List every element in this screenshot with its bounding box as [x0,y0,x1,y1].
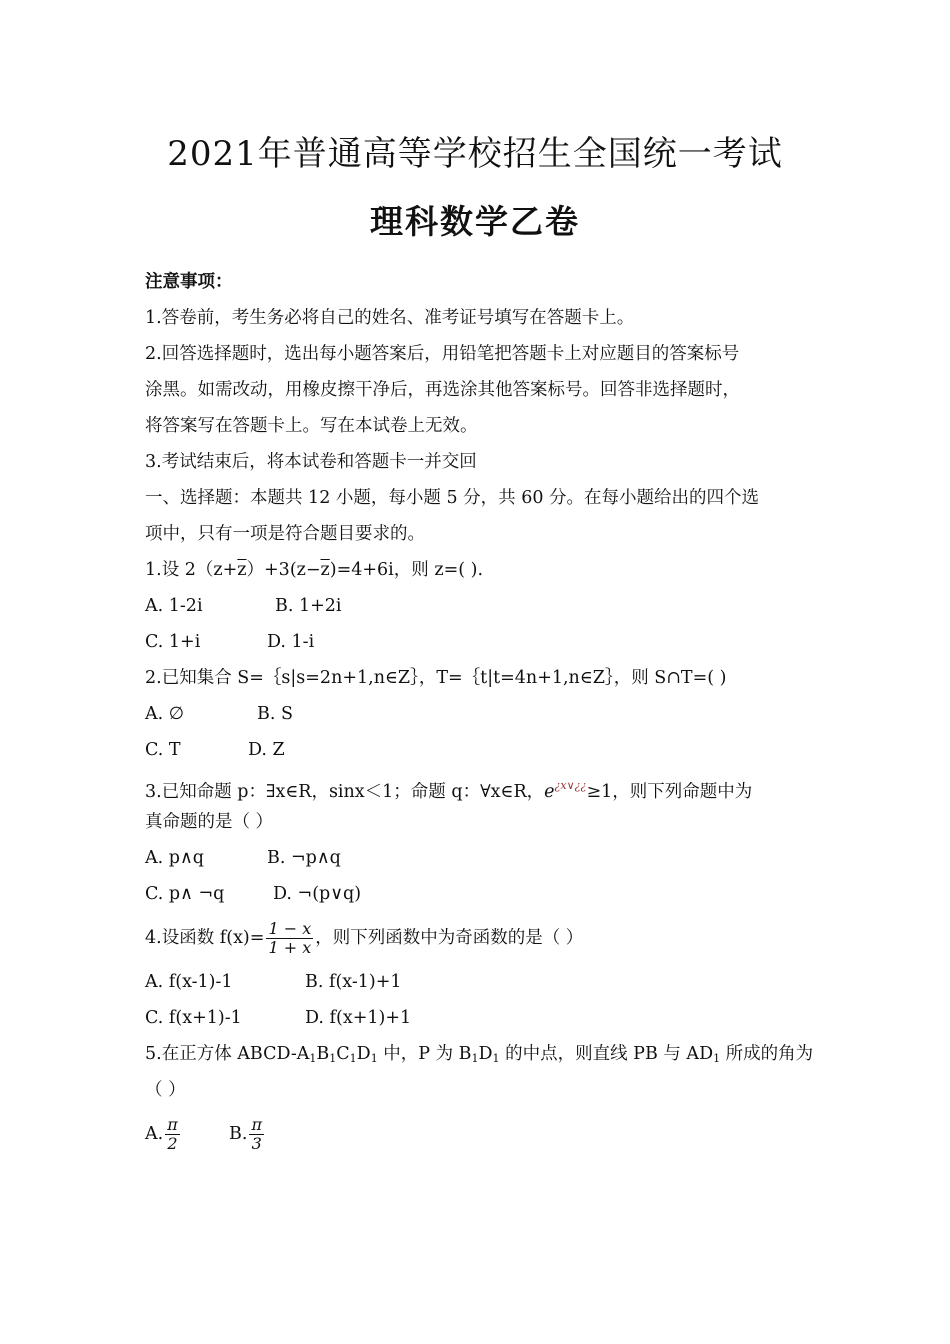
question-2-option-d: D. Z [248,740,285,760]
question-2-stem: 2.已知集合 S=｛s|s=2n+1,n∈Z｝，T=｛t|t=4n+1,n∈Z｝，则 S∩T=( ) [145,668,727,688]
section-intro-line-2: 项中，只有一项是符合题目要求的。 [145,524,425,544]
question-5-option-b: B. $\frac{\pi}{3}$ [229,1114,262,1153]
notes-item-3: 3.考试结束后，将本试卷和答题卡一并交回 [145,452,477,472]
question-3-option-d: D. ¬(p∨q) [273,884,362,904]
z-conjugate: $\overline{z}$ [320,560,330,580]
question-4-option-d: D. f(x+1)+1 [305,1008,412,1028]
question-1-option-b: B. 1+2i [275,596,342,616]
exam-subtitle: 理科数学乙卷 [370,202,580,241]
exam-title: 2021年普通高等学校招生全国统一考试 [167,134,783,174]
question-4-stem: 4.设函数 f(x)= $\frac{1 - x}{1 + x}$ ，则下列函数中为奇函数的是（ ） [145,918,584,957]
question-4-option-c: C. f(x+1)-1 [145,1008,242,1028]
z-conjugate: $\overline{z}$ [237,560,247,580]
question-3-stem-line-1: 3.已知命题 p：∃x∈R，sinx＜1；命题 q：∀x∈R，$e^{¿x\vee¿¿}\ge 1$，则下列命题中为 [145,779,753,802]
section-intro-line-1: 一、选择题：本题共 12 小题，每小题 5 分，共 60 分。在每小题给出的四个选 [145,488,760,508]
question-3-option-c: C. p∧ ¬q [145,884,225,904]
question-3-stem-line-2: 真命题的是（ ） [145,812,274,832]
question-4-options-row-1 [145,964,815,1000]
question-2-option-c: C. T [145,740,181,760]
notes-item-1: 1.答卷前，考生务必将自己的姓名、准考证号填写在答题卡上。 [145,308,635,328]
notes-heading: 注意事项： [145,272,233,292]
question-4-option-b: B. f(x-1)+1 [305,972,402,992]
exponential-e: e [544,782,555,802]
fraction-numerator: 1 − x [268,918,312,938]
question-1-stem: 1.设 $2(z+\overline{z})+3(z-\overline{z})=4+6i$，则 z=( ). [145,560,484,580]
question-3-option-a: A. p∧q [145,848,204,868]
fraction: $\frac{\pi}{3}$ [251,1114,262,1153]
question-3-options-row-1 [145,840,815,876]
exam-body [145,264,815,1160]
question-4-options-row-2 [145,1000,815,1036]
question-3-options-row-2 [145,876,815,912]
question-5-stem-line-1: 5.在正方体 ABCD-$A_1B_1C_1D_1$ 中，P 为 $B_1D_1$ 的中点，则直线 PB 与 $AD_1$ 所成的角为 [145,1044,814,1065]
notes-item-2-line-2: 涂黑。如需改动，用橡皮擦干净后，再选涂其他答案标号。回答非选择题时， [145,380,740,400]
question-1-options-row-1 [145,588,815,624]
question-3-option-b: B. ¬p∧q [267,848,341,868]
question-2-options-row-2 [145,732,815,768]
notes-item-2-line-1: 2.回答选择题时，选出每小题答案后，用铅笔把答题卡上对应题目的答案标号 [145,344,740,364]
notes-item-2-line-3: 将答案写在答题卡上。写在本试卷上无效。 [145,416,478,436]
question-1-options-row-2 [145,624,815,660]
fraction [266,920,313,957]
question-1-option-c: C. 1+i [145,632,201,652]
question-5-options-row-1 [145,1108,815,1160]
question-2-option-a: A. ∅ [145,704,185,724]
exponent-garbled: ¿x∨¿¿ [554,779,587,792]
fraction: $\frac{\pi}{2}$ [167,1114,178,1153]
question-5-stem-line-2: （ ） [145,1080,186,1100]
question-2-options-row-1 [145,696,815,732]
question-4-option-a: A. f(x-1)-1 [145,972,233,992]
question-1-option-d: D. 1-i [267,632,315,652]
fraction-denominator: 1 + x [268,937,312,957]
question-2-option-b: B. S [257,704,293,724]
question-1-option-a: A. 1-2i [145,596,203,616]
question-5-option-a: A. $\frac{\pi}{2}$ [145,1114,178,1153]
